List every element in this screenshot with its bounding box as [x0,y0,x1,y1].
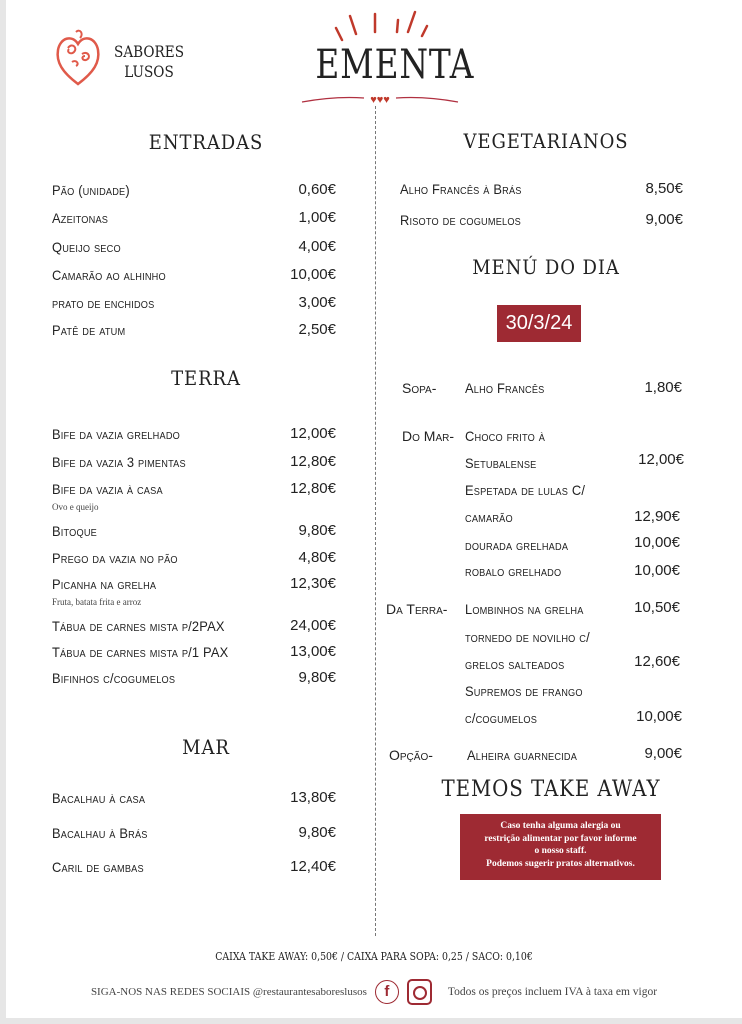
allergy-line: o nosso staff. [534,846,587,856]
item-name: Bife da vazia à casa [52,481,163,497]
mar-heading: MAR [182,735,230,759]
terra-heading: TERRA [171,366,241,390]
allergy-line: restrição alimentar por favor informe [484,833,637,844]
rays-decoration-icon [326,8,436,42]
item-price: 3,00€ [298,294,336,311]
item-price: 12,40€ [290,858,336,875]
item-price: 4,00€ [298,238,336,255]
brand-line2: LUSOS [124,62,174,81]
take-away-heading: TEMOS TAKE AWAY [441,777,661,802]
page-title: EMENTA [315,42,475,88]
item-name: Lombinhos na grelha [465,601,584,617]
item-price: 1,80€ [644,379,682,396]
item-price: 12,00€ [290,425,336,442]
item-name: dourada grelhada [465,537,569,553]
vat-notice: Todos os preços incluem IVA à taxa em vigor [447,986,658,998]
item-name: Tábua de carnes mista p/1 PAX [52,644,229,660]
allergy-line: Caso tenha alguma alergia ou [500,821,621,831]
social-text [91,986,367,998]
item-name: Supremos de frango [465,683,583,699]
item-name: Alheira guarnecida [467,747,578,763]
item-price: 9,00€ [645,211,683,228]
item-price: 10,00€ [290,266,336,283]
item-name: Alho Francês à Brás [400,181,522,197]
item-price: 10,00€ [636,708,682,725]
item-price: 12,90€ [634,508,680,525]
item-name: Choco frito à [465,428,546,444]
item-price: 13,80€ [290,789,336,806]
item-name: tornedo de novilho c/ [465,629,590,645]
brand-name [114,42,184,82]
item-price: 8,50€ [645,180,683,197]
vegetarianos-heading: VEGETARIANOS [463,129,629,153]
item-name: Prego da vazia no pão [52,550,178,566]
item-price: 9,80€ [298,522,336,539]
item-name: Picanha na grelha [52,576,157,592]
item-price: 4,80€ [298,549,336,566]
item-name: Bife da vazia 3 pimentas [52,454,186,470]
column-divider [375,106,376,936]
item-name: robalo grelhado [465,563,562,579]
da-terra-label: Da Terra- [386,601,448,617]
item-price: 2,50€ [298,321,336,338]
brand-line1: SABORES [114,42,185,61]
footer-social-row [6,979,742,1005]
item-price: 10,00€ [634,562,680,579]
instagram-icon[interactable] [407,979,432,1005]
item-name: Alho Francês [465,380,545,396]
item-price: 12,30€ [290,575,336,592]
item-name: prato de enchidos [52,295,155,311]
social-handle[interactable]: @restaurantesaboreslusos [252,986,367,998]
item-price: 12,80€ [290,480,336,497]
menu-do-dia-heading: MENÚ DO DIA [472,255,620,279]
item-name: Risoto de cogumelos [400,212,522,228]
svg-text:♥♥♥: ♥♥♥ [370,94,390,106]
item-price: 12,60€ [634,653,680,670]
item-name: Caril de gambas [52,859,144,875]
item-price: 12,00€ [638,451,684,468]
item-price: 0,60€ [298,181,336,198]
date-badge: 30/3/24 [497,305,581,342]
item-name: Patê de atum [52,322,126,338]
menu-page [6,0,742,1018]
item-name: camarão [465,509,513,525]
item-price: 1,00€ [298,209,336,226]
item-price: 13,00€ [290,643,336,660]
hearts-divider-icon [300,92,460,106]
item-name: Bacalhau à casa [52,790,146,806]
sopa-label: Sopa- [402,380,437,396]
allergy-line: Podemos sugerir pratos alternativos. [486,858,635,869]
item-note: Fruta, batata frita e arroz [52,597,142,607]
item-price: 12,80€ [290,453,336,470]
item-name: Setubalense [465,455,537,471]
item-price: 10,00€ [634,534,680,551]
item-name: Queijo seco [52,239,121,255]
item-name: Camarão ao alhinho [52,267,166,283]
item-name: Espetada de lulas C/ [465,482,586,498]
entradas-heading: ENTRADAS [148,130,264,154]
allergy-notice [460,814,661,880]
item-price: 9,80€ [298,824,336,841]
item-price: 24,00€ [290,617,336,634]
item-name: c/cogumelos [465,710,538,726]
packaging-fees: CAIXA TAKE AWAY: 0,50€ / CAIXA PARA SOPA: 0,25 / SACO: 0,10€ [215,950,533,963]
item-price: 10,50€ [634,599,680,616]
heart-logo-icon [54,26,102,88]
item-name: Azeitonas [52,210,109,226]
item-name: Bife da vazia grelhado [52,426,181,442]
item-name: Bifinhos c/cogumelos [52,670,176,686]
opcao-label: Opção- [389,747,433,763]
item-name: Bitoque [52,523,97,539]
item-price: 9,00€ [644,745,682,762]
item-name: Tábua de carnes mista p/2PAX [52,618,225,634]
item-name: Bacalhau à Brás [52,825,148,841]
do-mar-label: Do Mar- [402,428,454,444]
social-label: SIGA-NOS NAS REDES SOCIAIS [90,986,251,998]
facebook-icon[interactable]: f [375,980,399,1004]
item-price: 9,80€ [298,669,336,686]
item-note: Ovo e queijo [52,502,99,512]
item-name: Pão (unidade) [52,182,130,198]
item-name: grelos salteados [465,656,565,672]
